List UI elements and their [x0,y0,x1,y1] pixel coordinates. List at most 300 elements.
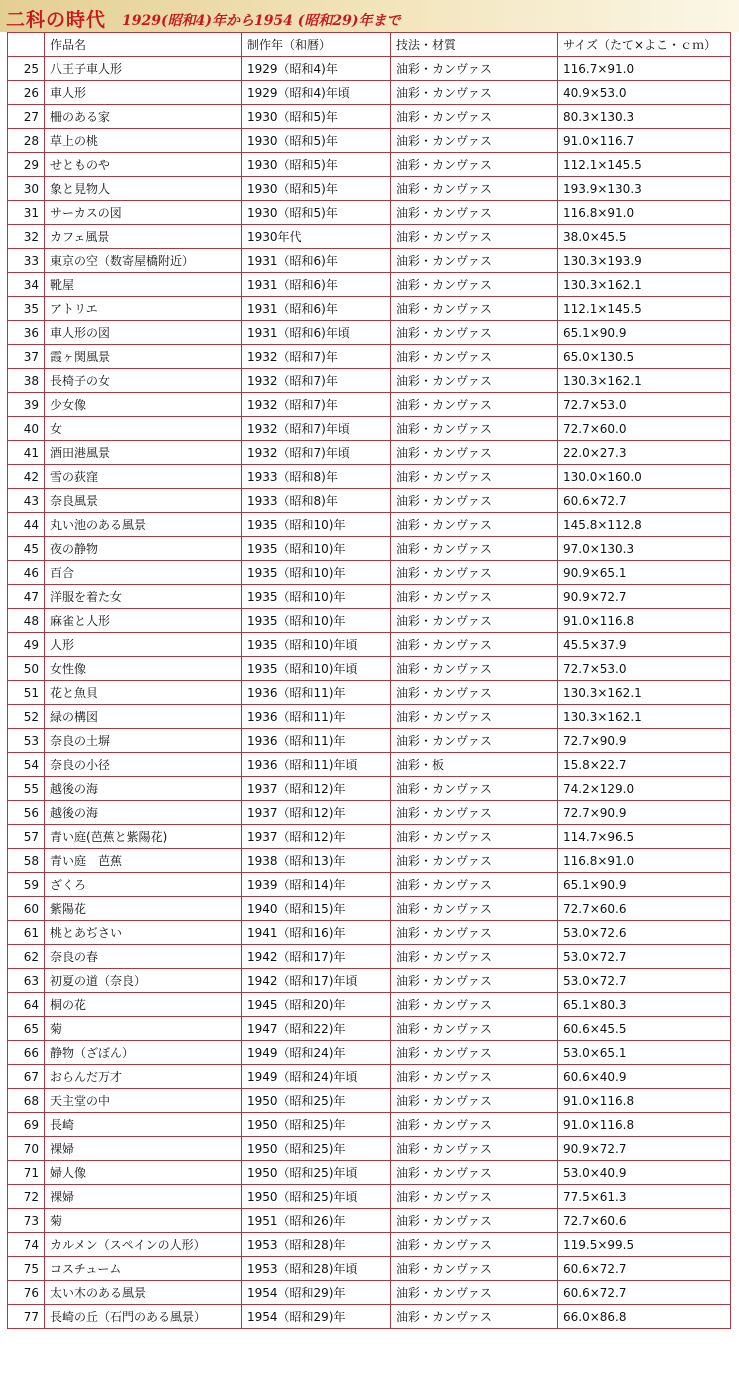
cell-size: 72.7×90.9 [558,801,731,825]
cell-year: 1954（昭和29)年 [242,1305,391,1329]
cell-name: おらんだ万才 [45,1065,242,1089]
cell-year: 1954（昭和29)年 [242,1281,391,1305]
cell-year: 1930年代 [242,225,391,249]
cell-name: カフェ風景 [45,225,242,249]
table-row [8,105,731,129]
table-row [8,585,731,609]
header-size: サイズ（たて×よこ・ｃｍ） [558,33,731,57]
table-row [8,1281,731,1305]
cell-no: 34 [8,273,45,297]
cell-no: 50 [8,657,45,681]
cell-year: 1950（昭和25)年 [242,1113,391,1137]
cell-no: 25 [8,57,45,81]
cell-year: 1953（昭和28)年頃 [242,1257,391,1281]
cell-size: 72.7×60.0 [558,417,731,441]
table-row [8,369,731,393]
cell-name: 雪の荻窪 [45,465,242,489]
cell-no: 30 [8,177,45,201]
cell-year: 1937（昭和12)年 [242,777,391,801]
table-row [8,225,731,249]
cell-name: コスチューム [45,1257,242,1281]
cell-name: 丸い池のある風景 [45,513,242,537]
cell-year: 1935（昭和10)年 [242,561,391,585]
cell-name: 花と魚貝 [45,681,242,705]
cell-no: 35 [8,297,45,321]
table-row [8,1161,731,1185]
table-row [8,153,731,177]
cell-year: 1932（昭和7)年頃 [242,417,391,441]
cell-name: 奈良の春 [45,945,242,969]
cell-size: 130.3×162.1 [558,705,731,729]
table-row [8,849,731,873]
cell-year: 1941（昭和16)年 [242,921,391,945]
cell-size: 22.0×27.3 [558,441,731,465]
cell-medium: 油彩・カンヴァス [391,729,558,753]
table-row [8,945,731,969]
cell-size: 60.6×40.9 [558,1065,731,1089]
cell-name: 越後の海 [45,777,242,801]
table-row [8,513,731,537]
cell-size: 53.0×72.7 [558,969,731,993]
cell-no: 64 [8,993,45,1017]
cell-year: 1930（昭和5)年 [242,153,391,177]
cell-size: 193.9×130.3 [558,177,731,201]
cell-year: 1929（昭和4)年頃 [242,81,391,105]
cell-no: 27 [8,105,45,129]
cell-no: 37 [8,345,45,369]
cell-no: 29 [8,153,45,177]
cell-size: 112.1×145.5 [558,153,731,177]
cell-medium: 油彩・カンヴァス [391,849,558,873]
cell-medium: 油彩・カンヴァス [391,1233,558,1257]
cell-medium: 油彩・カンヴァス [391,1161,558,1185]
cell-size: 80.3×130.3 [558,105,731,129]
cell-medium: 油彩・カンヴァス [391,1305,558,1329]
cell-no: 67 [8,1065,45,1089]
cell-year: 1930（昭和5)年 [242,129,391,153]
cell-medium: 油彩・カンヴァス [391,633,558,657]
cell-size: 130.3×162.1 [558,369,731,393]
table-row [8,801,731,825]
cell-medium: 油彩・カンヴァス [391,297,558,321]
cell-size: 53.0×40.9 [558,1161,731,1185]
cell-year: 1939（昭和14)年 [242,873,391,897]
table-row [8,441,731,465]
cell-no: 63 [8,969,45,993]
cell-no: 42 [8,465,45,489]
cell-no: 60 [8,897,45,921]
cell-name: 菊 [45,1209,242,1233]
table-row [8,465,731,489]
cell-size: 145.8×112.8 [558,513,731,537]
cell-medium: 油彩・カンヴァス [391,1017,558,1041]
table-row [8,897,731,921]
cell-size: 72.7×60.6 [558,1209,731,1233]
cell-medium: 油彩・カンヴァス [391,1185,558,1209]
cell-medium: 油彩・カンヴァス [391,1041,558,1065]
header-no [8,33,45,57]
cell-medium: 油彩・カンヴァス [391,777,558,801]
cell-size: 45.5×37.9 [558,633,731,657]
cell-name: 酒田港風景 [45,441,242,465]
cell-no: 38 [8,369,45,393]
cell-size: 74.2×129.0 [558,777,731,801]
cell-year: 1931（昭和6)年 [242,249,391,273]
cell-medium: 油彩・カンヴァス [391,201,558,225]
cell-medium: 油彩・カンヴァス [391,873,558,897]
cell-size: 91.0×116.8 [558,609,731,633]
cell-no: 45 [8,537,45,561]
table-row [8,249,731,273]
cell-year: 1936（昭和11)年 [242,729,391,753]
cell-no: 66 [8,1041,45,1065]
table-row [8,129,731,153]
cell-no: 40 [8,417,45,441]
cell-year: 1935（昭和10)年 [242,513,391,537]
cell-medium: 油彩・カンヴァス [391,825,558,849]
cell-year: 1942（昭和17)年頃 [242,969,391,993]
cell-size: 130.3×162.1 [558,681,731,705]
header-name: 作品名 [45,33,242,57]
cell-no: 28 [8,129,45,153]
table-row [8,777,731,801]
cell-no: 75 [8,1257,45,1281]
cell-medium: 油彩・カンヴァス [391,801,558,825]
cell-name: 靴屋 [45,273,242,297]
table-row [8,729,731,753]
cell-size: 53.0×72.7 [558,945,731,969]
cell-medium: 油彩・カンヴァス [391,1065,558,1089]
table-row [8,1017,731,1041]
cell-size: 130.0×160.0 [558,465,731,489]
cell-year: 1950（昭和25)年頃 [242,1185,391,1209]
cell-name: 霞ヶ関風景 [45,345,242,369]
table-row [8,633,731,657]
cell-size: 65.1×80.3 [558,993,731,1017]
cell-year: 1937（昭和12)年 [242,801,391,825]
cell-year: 1949（昭和24)年 [242,1041,391,1065]
cell-year: 1938（昭和13)年 [242,849,391,873]
table-row [8,1233,731,1257]
cell-no: 65 [8,1017,45,1041]
cell-name: 草上の桃 [45,129,242,153]
cell-year: 1929（昭和4)年 [242,57,391,81]
header-year: 制作年（和暦） [242,33,391,57]
cell-medium: 油彩・カンヴァス [391,321,558,345]
cell-size: 66.0×86.8 [558,1305,731,1329]
cell-no: 32 [8,225,45,249]
cell-name: 長崎の丘（石門のある風景） [45,1305,242,1329]
cell-year: 1945（昭和20)年 [242,993,391,1017]
cell-size: 65.1×90.9 [558,873,731,897]
cell-size: 119.5×99.5 [558,1233,731,1257]
cell-size: 97.0×130.3 [558,537,731,561]
cell-size: 116.8×91.0 [558,849,731,873]
cell-medium: 油彩・カンヴァス [391,177,558,201]
table-row [8,1185,731,1209]
cell-name: 奈良の小径 [45,753,242,777]
cell-size: 77.5×61.3 [558,1185,731,1209]
cell-medium: 油彩・カンヴァス [391,897,558,921]
cell-year: 1930（昭和5)年 [242,177,391,201]
cell-size: 60.6×72.7 [558,1257,731,1281]
cell-name: 象と見物人 [45,177,242,201]
cell-name: 裸婦 [45,1137,242,1161]
table-row [8,1305,731,1329]
table-row [8,57,731,81]
cell-name: 百合 [45,561,242,585]
cell-name: 奈良の土塀 [45,729,242,753]
cell-name: 洋服を着た女 [45,585,242,609]
cell-size: 90.9×65.1 [558,561,731,585]
cell-size: 116.7×91.0 [558,57,731,81]
table-row [8,753,731,777]
cell-year: 1937（昭和12)年 [242,825,391,849]
cell-size: 53.0×72.6 [558,921,731,945]
header-medium: 技法・材質 [391,33,558,57]
table-row [8,297,731,321]
cell-medium: 油彩・カンヴァス [391,513,558,537]
cell-size: 91.0×116.8 [558,1089,731,1113]
cell-no: 55 [8,777,45,801]
table-row [8,1137,731,1161]
cell-name: サーカスの図 [45,201,242,225]
cell-name: 少女像 [45,393,242,417]
table-row [8,345,731,369]
cell-medium: 油彩・カンヴァス [391,489,558,513]
cell-size: 60.6×72.7 [558,489,731,513]
table-row [8,1041,731,1065]
table-row [8,321,731,345]
cell-medium: 油彩・カンヴァス [391,561,558,585]
cell-year: 1931（昭和6)年 [242,273,391,297]
cell-no: 44 [8,513,45,537]
table-row [8,969,731,993]
cell-year: 1940（昭和15)年 [242,897,391,921]
cell-year: 1930（昭和5)年 [242,105,391,129]
cell-size: 72.7×60.6 [558,897,731,921]
table-row [8,1209,731,1233]
cell-medium: 油彩・カンヴァス [391,1137,558,1161]
page-title: 二科の時代 [6,9,107,31]
cell-name: 初夏の道（奈良） [45,969,242,993]
cell-name: 奈良風景 [45,489,242,513]
cell-medium: 油彩・カンヴァス [391,657,558,681]
cell-medium: 油彩・カンヴァス [391,369,558,393]
table-row [8,681,731,705]
cell-name: カルメン（スペインの人形） [45,1233,242,1257]
cell-no: 57 [8,825,45,849]
cell-year: 1950（昭和25)年 [242,1089,391,1113]
table-row [8,825,731,849]
cell-size: 116.8×91.0 [558,201,731,225]
cell-name: 柵のある家 [45,105,242,129]
cell-no: 54 [8,753,45,777]
table-row [8,657,731,681]
cell-year: 1932（昭和7)年 [242,393,391,417]
cell-name: 静物（ざぼん） [45,1041,242,1065]
cell-year: 1932（昭和7)年 [242,369,391,393]
cell-year: 1947（昭和22)年 [242,1017,391,1041]
cell-year: 1931（昭和6)年 [242,297,391,321]
cell-year: 1936（昭和11)年頃 [242,753,391,777]
cell-no: 47 [8,585,45,609]
cell-year: 1953（昭和28)年 [242,1233,391,1257]
cell-year: 1930（昭和5)年 [242,201,391,225]
cell-name: 女 [45,417,242,441]
cell-name: ざくろ [45,873,242,897]
cell-size: 91.0×116.8 [558,1113,731,1137]
cell-name: 夜の静物 [45,537,242,561]
cell-size: 91.0×116.7 [558,129,731,153]
cell-medium: 油彩・カンヴァス [391,81,558,105]
cell-name: 緑の構図 [45,705,242,729]
table-row [8,561,731,585]
cell-name: 裸婦 [45,1185,242,1209]
cell-no: 62 [8,945,45,969]
cell-size: 40.9×53.0 [558,81,731,105]
cell-year: 1935（昭和10)年 [242,609,391,633]
cell-year: 1933（昭和8)年 [242,489,391,513]
table-row [8,993,731,1017]
cell-no: 74 [8,1233,45,1257]
cell-medium: 油彩・カンヴァス [391,153,558,177]
cell-year: 1931（昭和6)年頃 [242,321,391,345]
table-row [8,393,731,417]
cell-medium: 油彩・カンヴァス [391,537,558,561]
cell-medium: 油彩・カンヴァス [391,681,558,705]
cell-size: 130.3×193.9 [558,249,731,273]
table-row [8,417,731,441]
cell-name: 八王子車人形 [45,57,242,81]
cell-name: 婦人像 [45,1161,242,1185]
cell-size: 53.0×65.1 [558,1041,731,1065]
cell-name: せとものや [45,153,242,177]
cell-medium: 油彩・カンヴァス [391,465,558,489]
cell-no: 43 [8,489,45,513]
table-body [8,57,731,1329]
cell-year: 1935（昭和10)年 [242,537,391,561]
cell-size: 65.1×90.9 [558,321,731,345]
cell-medium: 油彩・カンヴァス [391,129,558,153]
cell-no: 58 [8,849,45,873]
cell-medium: 油彩・カンヴァス [391,969,558,993]
cell-medium: 油彩・カンヴァス [391,225,558,249]
cell-name: 東京の空（数寄屋橋附近） [45,249,242,273]
cell-medium: 油彩・カンヴァス [391,945,558,969]
cell-year: 1951（昭和26)年 [242,1209,391,1233]
cell-year: 1935（昭和10)年頃 [242,657,391,681]
table-row [8,1089,731,1113]
cell-medium: 油彩・カンヴァス [391,585,558,609]
cell-medium: 油彩・カンヴァス [391,1113,558,1137]
cell-no: 53 [8,729,45,753]
cell-no: 46 [8,561,45,585]
cell-no: 51 [8,681,45,705]
cell-medium: 油彩・カンヴァス [391,417,558,441]
cell-medium: 油彩・カンヴァス [391,345,558,369]
cell-no: 77 [8,1305,45,1329]
cell-year: 1949（昭和24)年頃 [242,1065,391,1089]
cell-size: 130.3×162.1 [558,273,731,297]
cell-year: 1933（昭和8)年 [242,465,391,489]
cell-name: 桐の花 [45,993,242,1017]
cell-no: 36 [8,321,45,345]
cell-size: 38.0×45.5 [558,225,731,249]
cell-name: 青い庭(芭蕉と紫陽花) [45,825,242,849]
cell-name: 女性像 [45,657,242,681]
cell-no: 48 [8,609,45,633]
cell-no: 70 [8,1137,45,1161]
cell-no: 41 [8,441,45,465]
cell-year: 1942（昭和17)年 [242,945,391,969]
cell-name: 人形 [45,633,242,657]
cell-medium: 油彩・カンヴァス [391,249,558,273]
cell-medium: 油彩・カンヴァス [391,993,558,1017]
cell-year: 1932（昭和7)年頃 [242,441,391,465]
cell-medium: 油彩・カンヴァス [391,393,558,417]
cell-name: 青い庭 芭蕉 [45,849,242,873]
cell-name: 紫陽花 [45,897,242,921]
cell-year: 1936（昭和11)年 [242,705,391,729]
table-row [8,609,731,633]
cell-year: 1935（昭和10)年 [242,585,391,609]
cell-no: 49 [8,633,45,657]
cell-name: 車人形 [45,81,242,105]
table-row [8,1113,731,1137]
cell-medium: 油彩・カンヴァス [391,105,558,129]
cell-no: 68 [8,1089,45,1113]
cell-no: 52 [8,705,45,729]
cell-name: アトリエ [45,297,242,321]
table-row [8,81,731,105]
cell-no: 73 [8,1209,45,1233]
cell-medium: 油彩・カンヴァス [391,705,558,729]
cell-size: 72.7×53.0 [558,657,731,681]
cell-size: 112.1×145.5 [558,297,731,321]
cell-no: 61 [8,921,45,945]
cell-medium: 油彩・カンヴァス [391,273,558,297]
cell-size: 90.9×72.7 [558,585,731,609]
cell-medium: 油彩・カンヴァス [391,1257,558,1281]
cell-name: 長椅子の女 [45,369,242,393]
cell-size: 72.7×53.0 [558,393,731,417]
cell-no: 76 [8,1281,45,1305]
cell-name: 菊 [45,1017,242,1041]
cell-no: 26 [8,81,45,105]
cell-name: 長崎 [45,1113,242,1137]
table-row [8,1065,731,1089]
table-row [8,705,731,729]
table-row [8,537,731,561]
cell-year: 1936（昭和11)年 [242,681,391,705]
cell-name: 越後の海 [45,801,242,825]
cell-no: 31 [8,201,45,225]
cell-medium: 油彩・カンヴァス [391,57,558,81]
table-row [8,489,731,513]
cell-medium: 油彩・カンヴァス [391,609,558,633]
cell-size: 114.7×96.5 [558,825,731,849]
cell-size: 60.6×72.7 [558,1281,731,1305]
cell-no: 33 [8,249,45,273]
cell-medium: 油彩・カンヴァス [391,1281,558,1305]
cell-name: 天主堂の中 [45,1089,242,1113]
table-row [8,201,731,225]
table-row [8,873,731,897]
cell-name: 車人形の図 [45,321,242,345]
cell-size: 60.6×45.5 [558,1017,731,1041]
cell-no: 59 [8,873,45,897]
